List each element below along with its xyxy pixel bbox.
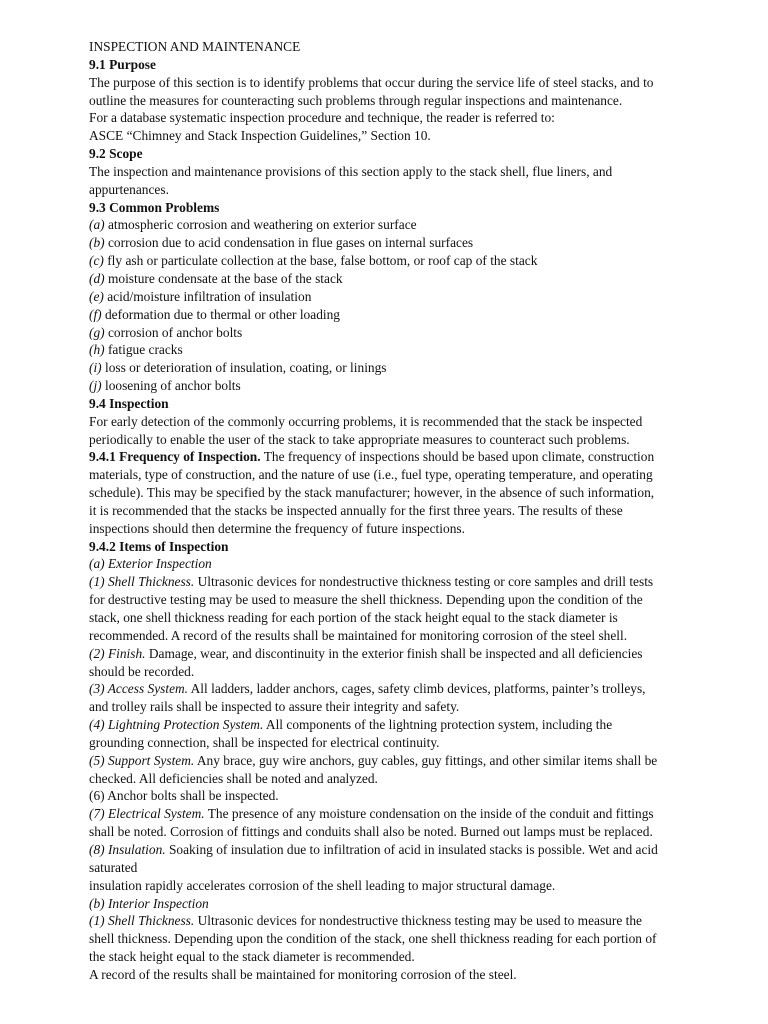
paragraph-line [89, 573, 739, 591]
list-marker: (h) [89, 342, 105, 358]
paragraph-line: appurtenances. [89, 181, 169, 197]
item-label: (1) Shell Thickness. [89, 574, 195, 590]
run-text: Ultrasonic devices for nondestructive thickness testing may be used to measure the [194, 913, 642, 929]
paragraph-line: ASCE “Chimney and Stack Inspection Guidelines,” Section 10. [89, 128, 431, 144]
paragraph-line [89, 805, 739, 823]
paragraph-line [89, 448, 739, 466]
list-marker: (a) [89, 217, 105, 233]
run-text: Ultrasonic devices for nondestructive thickness testing or core samples and drill tests [194, 574, 654, 590]
paragraph-line: periodically to enable the user of the stack to take appropriate measures to counteract such problems. [89, 431, 630, 447]
list-item-text: fly ash or particulate collection at the base, false bottom, or roof cap of the stack [103, 253, 538, 269]
paragraph-line: The inspection and maintenance provisions of this section apply to the stack shell, flue liners, and [89, 163, 613, 179]
run-text: All ladders, ladder anchors, cages, safety climb devices, platforms, painter’s trolleys, [188, 681, 646, 697]
paragraph-line: For a database systematic inspection procedure and technique, the reader is referred to: [89, 110, 555, 126]
paragraph-line: inspections should then determine the frequency of future inspections. [89, 520, 465, 536]
item-label: (2) Finish. [89, 645, 146, 661]
section-heading-inspection: 9.4 Inspection [89, 395, 169, 411]
paragraph-line: and trolley rails shall be inspected to assure their integrity and safety. [89, 699, 460, 715]
item-label: (8) Insulation. [89, 841, 166, 857]
paragraph-line [89, 752, 739, 770]
list-marker: (c) [89, 253, 104, 269]
item-label: (7) Electrical System. [89, 806, 205, 822]
list-marker: (b) [89, 235, 105, 251]
paragraph-line [89, 645, 739, 663]
list-marker: (f) [89, 306, 102, 322]
run-text: Soaking of insulation due to infiltration of acid in insulated stacks is possible. Wet and acid [165, 841, 658, 857]
document-page [89, 38, 739, 984]
paragraph-line: stack, one shell thickness reading for each portion of the stack height equal to the stack diameter is [89, 610, 618, 625]
run-text: Damage, wear, and discontinuity in the exterior finish shall be inspected and all deficiencies [145, 645, 643, 661]
paragraph-line: the stack height equal to the stack diameter is recommended. [89, 949, 415, 965]
paragraph-line: (6) Anchor bolts shall be inspected. [89, 788, 279, 804]
paragraph-line: recommended. A record of the results shall be maintained for monitoring corrosion of the steel shell. [89, 627, 628, 643]
paragraph-line [89, 912, 739, 930]
paragraph-line: for destructive testing may be used to measure the shell thickness. Depending upon the condition of the [89, 592, 643, 608]
paragraph-line: outline the measures for counteracting such problems through regular inspections and maintenance. [89, 92, 623, 108]
list-marker: (d) [89, 270, 105, 286]
list-item [89, 216, 739, 234]
run-text: The presence of any moisture condensation on the inside of the conduit and fittings [204, 806, 654, 822]
paragraph-line: insulation rapidly accelerates corrosion of the shell leading to major structural damage. [89, 877, 556, 893]
subheading-interior-inspection: (b) Interior Inspection [89, 895, 209, 911]
paragraph-line [89, 841, 739, 859]
list-item [89, 288, 739, 306]
section-heading-frequency: 9.4.1 Frequency of Inspection. [89, 449, 261, 465]
list-item-text: atmospheric corrosion and weathering on exterior surface [104, 217, 417, 233]
paragraph-line: materials, type of construction, and the nature of use (i.e., fuel type, operating temperature, and operating [89, 467, 653, 483]
paragraph-line [89, 680, 739, 698]
list-item-text: corrosion due to acid condensation in flue gases on internal surfaces [104, 235, 474, 251]
subheading-exterior-inspection: (a) Exterior Inspection [89, 556, 212, 572]
list-item [89, 377, 739, 395]
list-item [89, 324, 739, 342]
list-item [89, 252, 739, 270]
list-marker: (e) [89, 288, 104, 304]
paragraph-line: shall be noted. Corrosion of fittings and conduits shall also be noted. Burned out lamps must be replaced. [89, 824, 653, 840]
list-marker: (i) [89, 360, 102, 376]
item-label: (1) Shell Thickness. [89, 913, 195, 929]
item-label: (4) Lightning Protection System. [89, 717, 264, 733]
paragraph-line: shell thickness. Depending upon the condition of the stack, one shell thickness reading for each portion of [89, 931, 657, 947]
list-item [89, 270, 739, 288]
paragraph-line [89, 716, 739, 734]
paragraph-line: The purpose of this section is to identify problems that occur during the service life of steel stacks, and to [89, 74, 654, 90]
list-item-text: deformation due to thermal or other loading [101, 306, 340, 322]
list-item [89, 359, 739, 377]
paragraph-line: A record of the results shall be maintained for monitoring corrosion of the steel. [89, 966, 517, 982]
item-label: (5) Support System. [89, 752, 195, 768]
list-item-text: fatigue cracks [104, 342, 183, 358]
list-item-text: acid/moisture infiltration of insulation [103, 288, 312, 304]
paragraph-line: it is recommended that the stacks be inspected annually for the first three years. The results of these [89, 502, 623, 518]
paragraph-line: grounding connection, shall be inspected for electrical continuity. [89, 734, 440, 750]
paragraph-line: should be recorded. [89, 663, 195, 679]
paragraph-line: saturated [89, 859, 138, 875]
list-item [89, 306, 739, 324]
paragraph-line: schedule). This may be specified by the stack manufacturer; however, in the absence of such information, [89, 485, 655, 501]
list-marker: (g) [89, 324, 105, 340]
list-item-text: moisture condensate at the base of the stack [104, 270, 343, 286]
run-text: The frequency of inspections should be based upon climate, construction [260, 449, 655, 465]
list-item [89, 234, 739, 252]
document-title: INSPECTION AND MAINTENANCE [89, 39, 301, 54]
section-heading-purpose: 9.1 Purpose [89, 56, 156, 72]
run-text: Any brace, guy wire anchors, guy cables, guy fittings, and other similar items shall be [194, 752, 658, 768]
common-problems-list [89, 216, 739, 394]
section-heading-common-problems: 9.3 Common Problems [89, 199, 220, 215]
paragraph-line: checked. All deficiencies shall be noted and analyzed. [89, 770, 378, 786]
paragraph-line: For early detection of the commonly occurring problems, it is recommended that the stack be inspected [89, 413, 643, 429]
item-label: (3) Access System. [89, 681, 189, 697]
section-heading-scope: 9.2 Scope [89, 146, 143, 162]
section-heading-items-of-inspection: 9.4.2 Items of Inspection [89, 538, 229, 554]
run-text: All components of the lightning protection system, including the [263, 717, 613, 733]
list-item-text: loss or deterioration of insulation, coating, or linings [101, 360, 387, 376]
list-item-text: loosening of anchor bolts [101, 378, 241, 394]
list-item [89, 341, 739, 359]
list-item-text: corrosion of anchor bolts [104, 324, 243, 340]
list-marker: (j) [89, 378, 102, 394]
